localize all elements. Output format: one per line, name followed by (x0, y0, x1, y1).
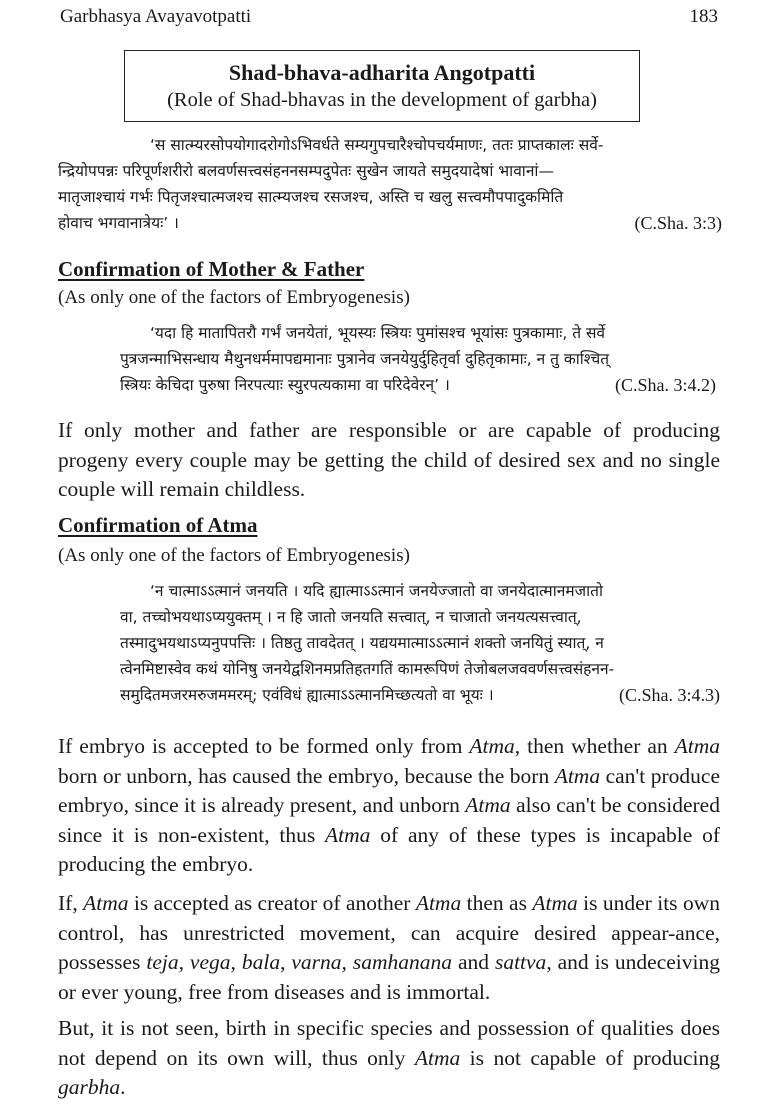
sanskrit-verse-1 (58, 132, 722, 236)
italic-term: Atma (532, 891, 578, 915)
italic-term: sattva (494, 950, 547, 974)
verse-line: ‘न चात्माऽऽत्मानं जनयति । यदि ह्यात्माऽऽत्मानं जनयेज्जातो वा जनयेदात्मानमजातो (150, 582, 603, 600)
verse-line: त्वेनमिष्टास्वेव कथं योनिषु जनयेद्वशिनमप्रतिहतगतिं कामरूपिणं तेजोबलजववर्णसत्त्वसंहनन- (120, 660, 615, 678)
text-run: . (120, 1075, 126, 1099)
verse-line-last (120, 372, 716, 398)
italic-term: Atma (415, 891, 462, 915)
text-run: If, (58, 891, 84, 915)
verse-line: पुत्रजन्माभिसन्धाय मैथुनधर्ममापद्यमानाः पुत्रानेव जनयेयुर्दुहितृर्वा दुहितृकामाः, न तु काश्चित् (120, 350, 610, 368)
heading-atma: Confirmation of Atma (58, 513, 258, 537)
italic-term: Atma (469, 734, 515, 758)
text-run: is under its own control, has unrestricted movement, can acquire desired appear-ance, possesses (58, 891, 720, 974)
italic-term: Atma (414, 1045, 461, 1070)
text-run: is accepted as creator of another (128, 891, 416, 915)
verse-reference: (C.Sha. 3:4.2) (615, 375, 716, 395)
section-title: Shad-bhava-adharita Angotpatti (228, 60, 536, 85)
italic-term: Atma (554, 763, 601, 788)
text-run: can't produce embryo, since it is already present, and unborn (58, 763, 720, 817)
text-run: If embryo is accepted to be formed only from (58, 734, 470, 758)
chapter-title-box (124, 50, 640, 122)
paragraph-atma-1 (58, 732, 720, 880)
subheading-atma: (As only one of the factors of Embryogenesis) (58, 545, 410, 566)
sanskrit-verse-3 (120, 578, 720, 708)
verse-line: ‘स सात्म्यरसोपयोगादरोगोऽभिवर्धते सम्यगुपचारैश्चोपचर्यमाणः, ततः प्राप्तकालः सर्वे- (150, 136, 604, 154)
text-run: also can't be considered since it is non-existent, thus (58, 793, 720, 847)
running-head (60, 6, 718, 30)
text-run: , and is undeceiving or ever young, free from diseases and is immortal. (58, 950, 720, 1004)
verse-line: वा, तच्चोभयथाऽप्ययुक्तम् । न हि जातो जनयति सत्त्वात्, न चाजातो जनयत्यसत्त्वात्, (120, 608, 582, 626)
paragraph-atma-2 (58, 889, 720, 1007)
verse-line: मातृजाश्चायं गर्भः पितृजश्चात्मजश्च सात्म्यजश्च रसजश्च, अस्ति च खलु सत्त्वमौपपादुकमिति (58, 188, 564, 206)
verse-line: होवाच भगवानात्रेयः’ । (58, 214, 179, 232)
text-run: , then whether an (514, 734, 675, 758)
italic-term: Atma (465, 793, 511, 817)
running-head-title: Garbhasya Avayavotpatti (60, 6, 252, 27)
verse-line-last (120, 682, 720, 708)
text-run: and (452, 950, 495, 974)
italic-term: teja, vega, bala, varna, samhanana (146, 950, 453, 974)
italic-term: garbha (58, 1075, 121, 1099)
italic-term: Atma (83, 891, 129, 915)
text-run: is not capable of producing (460, 1045, 720, 1070)
verse-line: तस्मादुभयथाऽप्यनुपपत्तिः । तिष्ठतु तावदेतत् । यद्ययमात्माऽऽत्मानं शक्तो जनयितुं स्यात्, न (120, 634, 604, 652)
page-number: 183 (689, 6, 718, 27)
section-subtitle: (Role of Shad-bhavas in the development of garbha) (167, 89, 597, 111)
subheading-mother-father: (As only one of the factors of Embryogenesis) (58, 287, 410, 308)
text-run: born or unborn, has caused the embryo, because the born (58, 763, 555, 788)
text-run: then as (461, 891, 533, 915)
verse-line: समुदितमजरमरुजममरम्; एवंविधं ह्यात्माऽऽत्मानमिच्छत्यतो वा भूयः । (120, 686, 494, 704)
verse-line: न्द्रियोपपन्नः परिपूर्णशरीरो बलवर्णसत्त्वसंहननसम्पदुपेतः सुखेन जायते समुदयादेषां भावानां— (58, 162, 554, 180)
verse-line-last (58, 210, 722, 236)
verse-reference: (C.Sha. 3:3) (634, 213, 722, 233)
paragraph-atma-3 (58, 1014, 720, 1103)
verse-reference: (C.Sha. 3:4.3) (619, 685, 720, 705)
italic-term: Atma (674, 734, 721, 758)
italic-term: Atma (325, 822, 371, 847)
verse-line: ‘यदा हि मातापितरौ गर्भं जनयेतां, भूयस्यः स्त्रियः पुमांसश्च भूयांसः पुत्रकामाः, ते सर्वे (150, 324, 606, 342)
text-run: But, it is not seen, birth in specific species and possession of qualities does not depend on its own will, thus only (58, 1016, 720, 1070)
paragraph-mother-father: If only mother and father are responsible or are capable of producing progeny every couple may be getting the child of desired sex and no single couple will remain childless. (58, 418, 720, 501)
text-run: of any of these types is incapable of producing the embryo. (58, 822, 720, 876)
heading-mother-father: Confirmation of Mother & Father (58, 257, 365, 281)
verse-line: स्त्रियः केचिदा पुरुषा निरपत्याः स्युरपत्यकामा वा परिदेवेरन्’ । (120, 376, 450, 394)
sanskrit-verse-2 (120, 320, 716, 398)
